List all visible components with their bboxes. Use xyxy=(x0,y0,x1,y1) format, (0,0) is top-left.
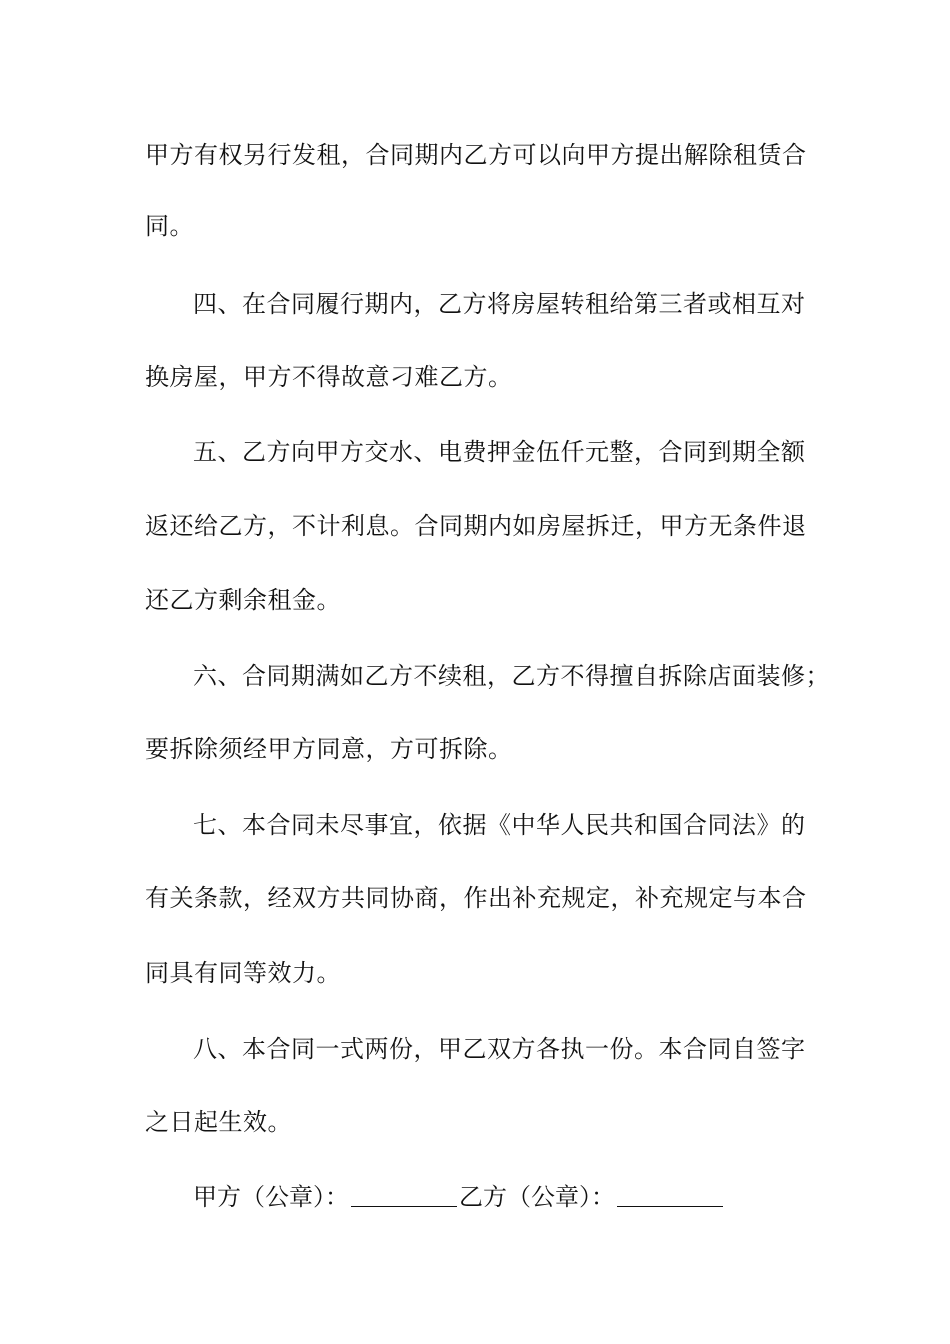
clause-eight-line: 八、本合同一式两份，甲乙双方各执一份。本合同自签字 xyxy=(193,1035,806,1063)
clause-six-line: 六、合同期满如乙方不续租，乙方不得擅自拆除店面装修； xyxy=(193,662,830,690)
party-b-seal-label: 乙方（公章）： xyxy=(459,1183,615,1211)
signature-row xyxy=(193,1181,725,1213)
paragraph-line: 同具有同等效力。 xyxy=(145,959,341,987)
party-b-signature-blank xyxy=(617,1186,723,1207)
party-a-signature-blank xyxy=(351,1186,457,1207)
paragraph-line: 甲方有权另行发租，合同期内乙方可以向甲方提出解除租赁合 xyxy=(145,141,807,169)
paragraph-line: 要拆除须经甲方同意，方可拆除。 xyxy=(145,735,513,763)
clause-seven-line: 七、本合同未尽事宜，依据《中华人民共和国合同法》的 xyxy=(193,811,806,839)
paragraph-line: 返还给乙方，不计利息。合同期内如房屋拆迁，甲方无条件退 xyxy=(145,512,807,540)
paragraph-line: 之日起生效。 xyxy=(145,1108,292,1136)
paragraph-line: 还乙方剩余租金。 xyxy=(145,586,341,614)
party-a-seal-label: 甲方（公章）： xyxy=(193,1183,349,1211)
paragraph-line: 有关条款，经双方共同协商，作出补充规定，补充规定与本合 xyxy=(145,884,807,912)
clause-four-line: 四、在合同履行期内，乙方将房屋转租给第三者或相互对 xyxy=(193,290,806,318)
clause-five-line: 五、乙方向甲方交水、电费押金伍仟元整，合同到期全额 xyxy=(193,438,806,466)
paragraph-line: 同。 xyxy=(145,212,194,240)
paragraph-line: 换房屋，甲方不得故意刁难乙方。 xyxy=(145,363,513,391)
